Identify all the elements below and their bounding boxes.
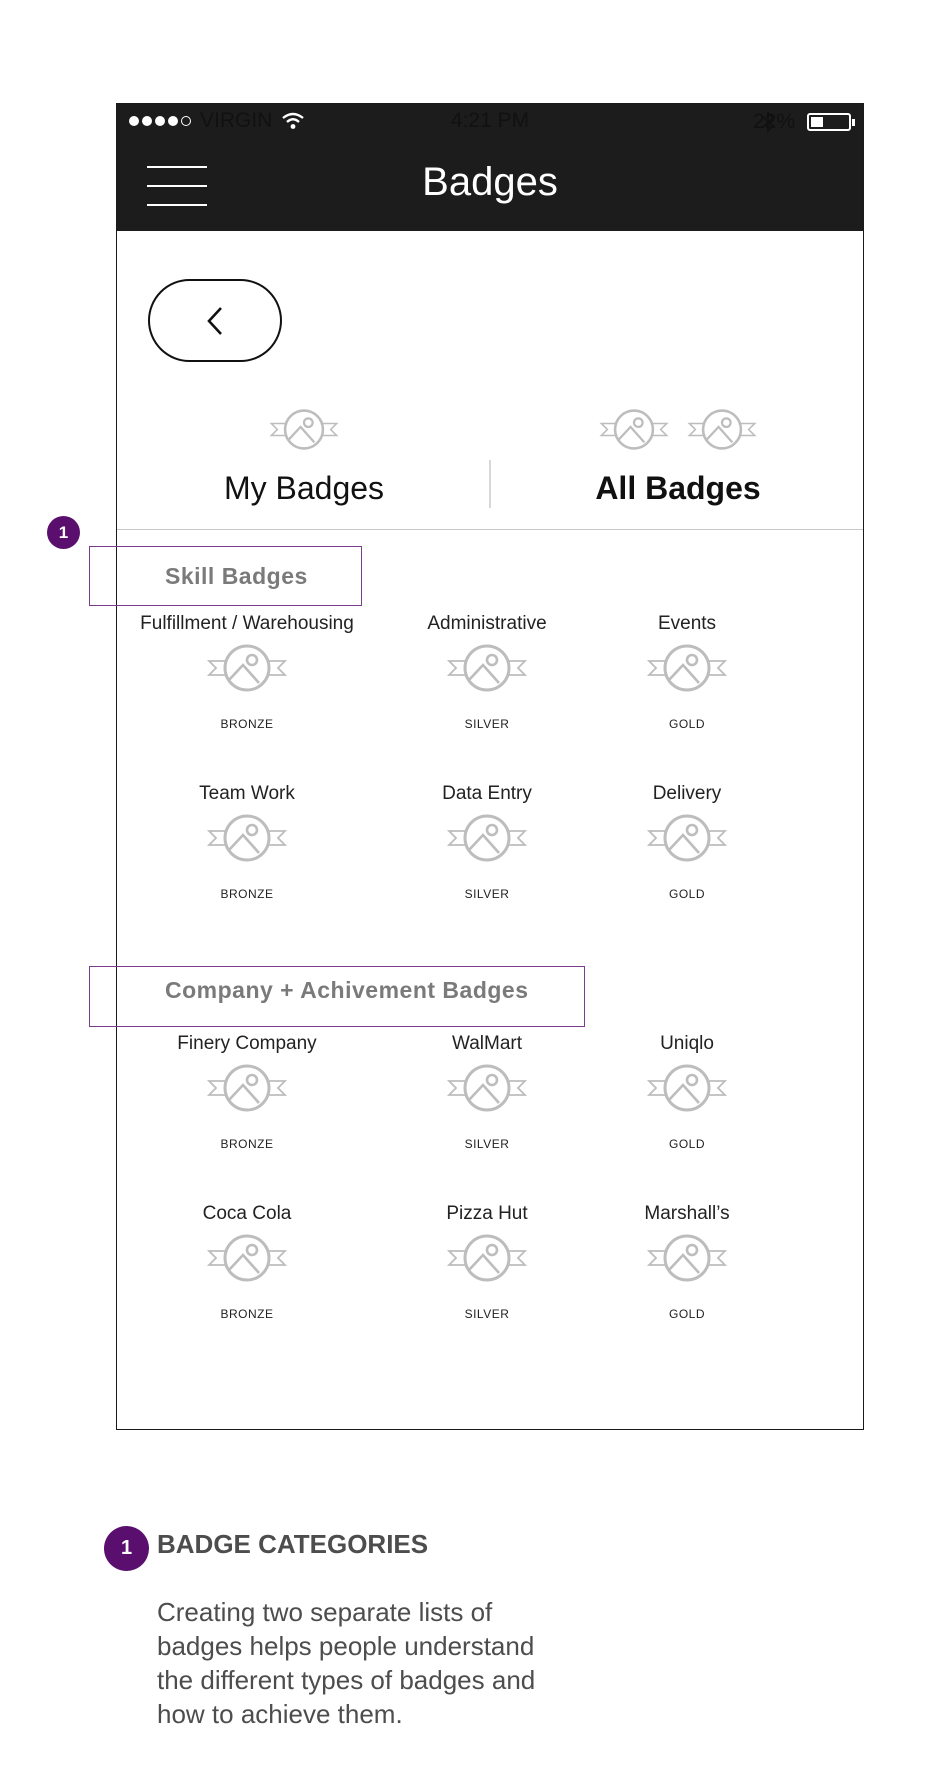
badge-icon-wrap: [447, 1063, 527, 1118]
badge-level: GOLD: [668, 1137, 705, 1151]
badge-card[interactable]: [577, 783, 797, 903]
badge-icon: [447, 643, 527, 693]
badge-icon-wrap: [207, 1063, 287, 1118]
badge-icon-wrap: [647, 643, 727, 698]
badge-name: Pizza Hut: [446, 1203, 528, 1224]
badge-icon: [447, 1063, 527, 1113]
annotation-marker-legend: 1: [104, 1526, 149, 1571]
badge-name: Delivery: [652, 783, 722, 804]
badge-icon: [207, 813, 287, 863]
tab-icons: [117, 408, 491, 451]
highlight-company-badges: [89, 966, 585, 1027]
badge-name: Fulfillment / Warehousing: [140, 613, 354, 634]
badge-card[interactable]: [137, 613, 357, 733]
badge-level: SILVER: [464, 1137, 510, 1151]
badge-name: Finery Company: [177, 1033, 317, 1054]
badge-name: Events: [657, 613, 717, 634]
badge-level: BRONZE: [220, 887, 274, 901]
badge-icon: [447, 813, 527, 863]
badge-icon-wrap: [447, 813, 527, 868]
badge-level: SILVER: [464, 1307, 510, 1321]
chevron-left-icon: [204, 305, 226, 337]
badge-card[interactable]: [137, 783, 357, 903]
badge-level: GOLD: [668, 1307, 705, 1321]
tab-label: All Badges: [595, 470, 761, 506]
badge-card[interactable]: [377, 1033, 597, 1153]
badge-icon: [207, 643, 287, 693]
status-time: 4:21 PM: [450, 109, 530, 132]
badge-name: Marshall’s: [644, 1203, 730, 1224]
page-title: Badges: [422, 160, 558, 204]
badge-card[interactable]: [577, 1033, 797, 1153]
annotation-marker: 1: [47, 516, 80, 549]
badge-name: WalMart: [451, 1033, 523, 1054]
badge-level: SILVER: [464, 887, 510, 901]
badge-name: Team Work: [199, 783, 295, 804]
phone-frame: [116, 103, 864, 1430]
badge-icon-wrap: [207, 1233, 287, 1288]
tab-my-badges[interactable]: [117, 404, 491, 532]
badge-level: BRONZE: [220, 1137, 274, 1151]
badge-icon: [447, 1233, 527, 1283]
badge-icon: [599, 408, 669, 451]
badge-icon-wrap: [447, 643, 527, 698]
badge-card[interactable]: [377, 613, 597, 733]
badge-icon: [207, 1233, 287, 1283]
section-title-skill: Skill Badges: [165, 563, 308, 589]
annotation-title: BADGE CATEGORIES: [157, 1529, 429, 1559]
top-bar: [117, 104, 863, 231]
carrier-name: VIRGIN: [200, 109, 273, 132]
badge-icon: [647, 1063, 727, 1113]
battery-percent: 22%: [752, 110, 795, 133]
badge-name: Uniqlo: [660, 1033, 714, 1054]
badge-card[interactable]: [377, 783, 597, 903]
badge-level: BRONZE: [220, 717, 274, 731]
badge-icon: [647, 643, 727, 693]
status-right: [753, 110, 851, 134]
badge-icon-wrap: [647, 813, 727, 868]
section-title-company: Company + Achivement Badges: [165, 977, 529, 1003]
badge-level: GOLD: [668, 717, 705, 731]
badge-icon-wrap: [447, 1233, 527, 1288]
badge-icon-wrap: [647, 1063, 727, 1118]
badge-level: SILVER: [464, 717, 510, 731]
badge-icon: [687, 408, 757, 451]
badge-card[interactable]: [377, 1203, 597, 1323]
badge-card[interactable]: [137, 1203, 357, 1323]
tab-label: My Badges: [223, 470, 385, 506]
badge-icon: [269, 408, 339, 451]
badge-card[interactable]: [137, 1033, 357, 1153]
status-bar: [117, 104, 863, 144]
badge-level: GOLD: [668, 887, 705, 901]
badge-icon: [647, 813, 727, 863]
battery-icon: [807, 113, 851, 131]
badge-icon-wrap: [207, 813, 287, 868]
badge-icon-wrap: [207, 643, 287, 698]
tab-icons: [491, 408, 864, 451]
badge-level: BRONZE: [220, 1307, 274, 1321]
badge-icon: [647, 1233, 727, 1283]
annotation-body: Creating two separate lists of badges helps people understand the different types of badges and how to achieve them.: [157, 1597, 536, 1729]
back-button[interactable]: [148, 279, 282, 362]
badge-card[interactable]: [577, 613, 797, 733]
badge-icon-wrap: [647, 1233, 727, 1288]
badge-icon: [207, 1063, 287, 1113]
badge-tabs: [117, 404, 863, 532]
tabs-divider: [117, 529, 863, 530]
badge-name: Data Entry: [442, 783, 532, 804]
tab-all-badges[interactable]: [491, 404, 864, 532]
badge-name: Administrative: [427, 613, 547, 634]
highlight-skill-badges: [89, 546, 362, 606]
badge-name: Coca Cola: [202, 1203, 292, 1224]
badge-card[interactable]: [577, 1203, 797, 1323]
